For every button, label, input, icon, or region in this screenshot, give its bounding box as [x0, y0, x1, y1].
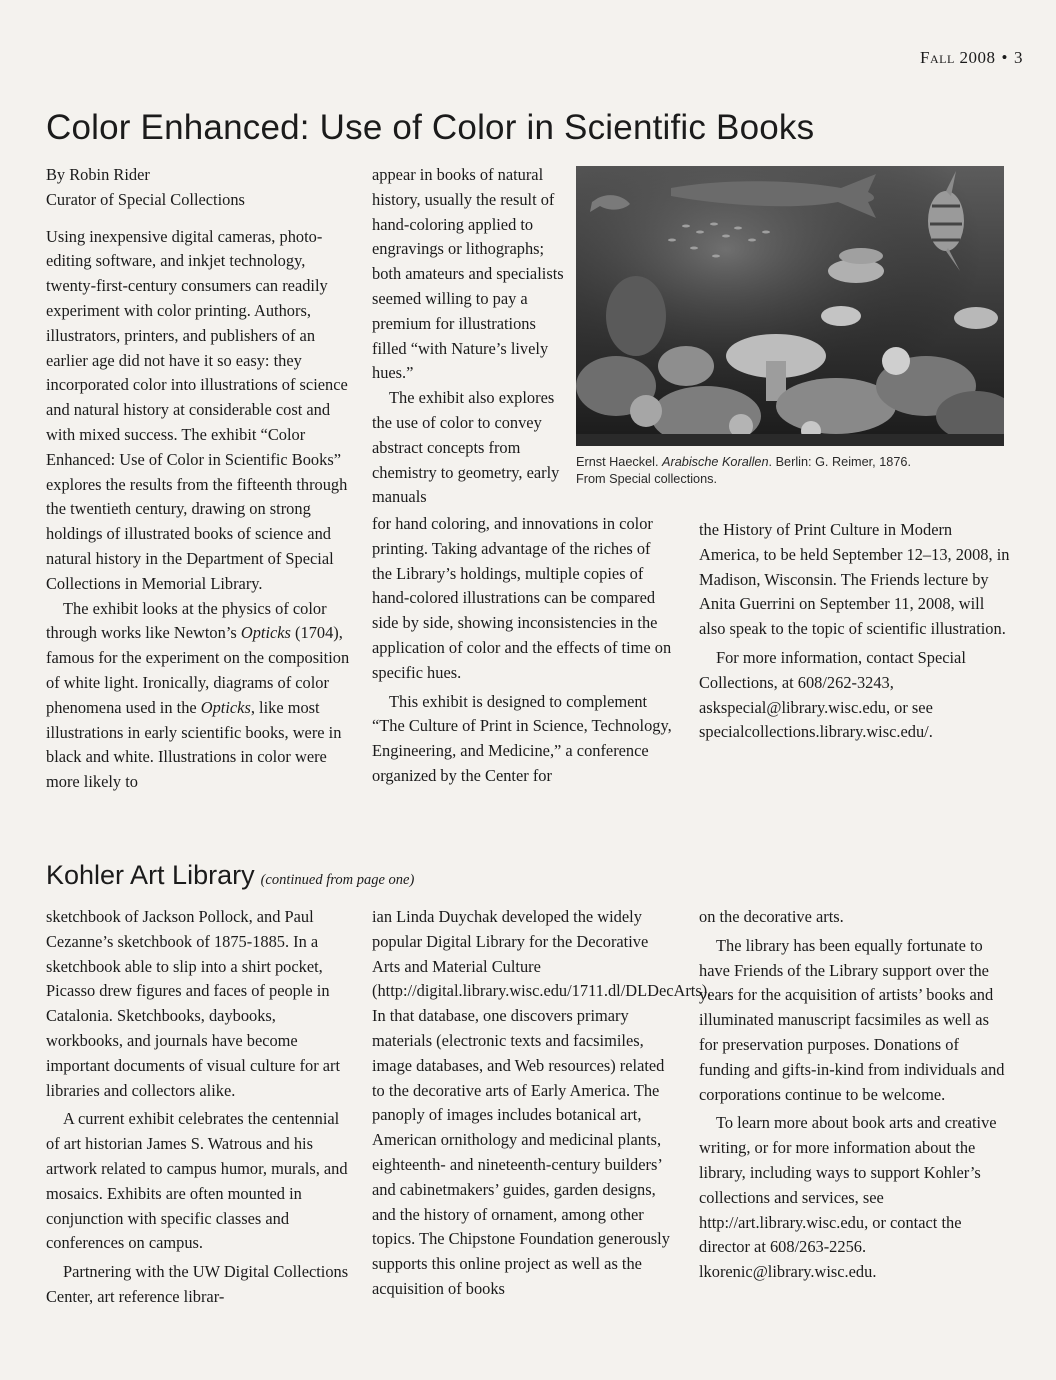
text-run: (1704), famous for the experiment on the composition of white light. Ironically, diagrams of color phenomena used in the	[46, 623, 350, 717]
paragraph: The exhibit also explores the use of color to convey abstract concepts from chemistry to geometry, early manuals	[372, 388, 560, 507]
caption-line-1	[576, 454, 1006, 471]
paragraph: To learn more about book arts and creative writing, or for more information about the library, including ways to support Kohler’s collections and services, see http://art.library.wisc.edu, or contact the director at 608/263-2256. lkorenic@library.wisc.edu.	[699, 1113, 997, 1282]
article-column-2	[372, 163, 572, 510]
caption-text: Ernst Haeckel.	[576, 455, 663, 469]
paragraph: The library has been equally fortunate to have Friends of the Library support over the years for the acquisition of artists’ books and illuminated manuscript facsimiles as well as for preservation purposes. Donations of funding and gifts-in-kind from individuals and corporations continue to be welcome.	[699, 935, 1005, 1104]
caption-title-italic: Arabische Korallen	[662, 455, 769, 469]
text-run: The exhibit looks at the physics of color through works like Newton’s	[46, 598, 327, 643]
angelfish-shape	[928, 191, 964, 251]
text-run: , like most illustrations in early scientific books, were in black and white. Illustrations in color were more likely to	[46, 697, 342, 792]
article-column-3	[699, 518, 1014, 745]
running-header	[920, 48, 1023, 68]
article-title: Color Enhanced: Use of Color in Scientific Books	[46, 108, 815, 147]
paragraph: the History of Print Culture in Modern America, to be held September 12–13, 2008, in Madison, Wisconsin. The Friends lecture by Anita Guerrini on September 11, 2008, will also speak to the topic of scientific illustration.	[699, 520, 1010, 639]
author-role: Curator of Special Collections	[46, 189, 245, 209]
article-column-2-continued	[372, 512, 672, 789]
byline: By Robin Rider	[46, 165, 150, 184]
paragraph: Partnering with the UW Digital Collections Center, art reference librar-	[46, 1262, 349, 1306]
paragraph: sketchbook of Jackson Pollock, and Paul Cezanne’s sketchbook of 1875-1885. In a sketchbook able to slip into a shirt pocket, Picasso drew figures and faces of people in Catalonia. Sketchbooks, daybooks, workbooks, and journals have become important documents of visual culture for art libraries and collectors alike.	[46, 907, 341, 1100]
paragraph: For more information, contact Special Collections, at 608/262-3243, askspecial@library.wisc.edu, or see specialcollections.library.wisc.edu/.	[699, 647, 966, 742]
figure-caption	[576, 454, 1006, 487]
header-separator: •	[1001, 48, 1008, 67]
paragraph: for hand coloring, and innovations in color printing. Taking advantage of the riches of the Library’s holdings, multiple copies of hand-colored illustrations can be compared side by side, showing inconsistencies in the application of color and the effects of time on specific hues.	[372, 514, 672, 682]
kohler-column-2	[372, 905, 712, 1302]
paragraph: This exhibit is designed to complement “The Culture of Print in Science, Technology, Engineering, and Medicine,” a conference organized by the Center for	[372, 691, 672, 785]
paragraph: appear in books of natural history, usually the result of hand-coloring applied to engravings or lithographs; both amateurs and specialists seemed willing to pay a premium for illustrations filled “with Nature’s lively hues.”	[372, 165, 564, 383]
paragraph: ian Linda Duychak developed the widely popular Digital Library for the Decorative Arts and Material Culture (http://digital.library.wisc.edu/1711.dl/DLDecArts). In that database, one discovers primary materials (electronic texts and facsimiles, image databases, and Web resources) related to the decorative arts of Early America. The panoply of images includes botanical art, American ornithology and medicinal plants, eighteenth- and nineteenth-century builders’ and cabinetmakers’ guides, garden designs, and the history of ornament, among other topics. The Chipstone Foundation generously supports this online project as well as the acquisition of books	[372, 907, 712, 1298]
paragraph: on the decorative arts.	[699, 907, 844, 926]
continued-note: (continued from page one)	[260, 872, 415, 888]
page-number: 3	[1014, 48, 1023, 67]
haeckel-coral-engraving	[576, 166, 1004, 446]
issue-label: Fall 2008	[920, 48, 996, 67]
book-title-italic: Opticks	[240, 623, 291, 643]
article-column-1	[46, 163, 350, 795]
kohler-column-1	[46, 905, 352, 1310]
paragraph: Using inexpensive digital cameras, photo-editing software, and inkjet technology, twenty-first-century consumers can readily experiment with color printing. Authors, illustrators, printers, and publishers of an earlier age did not have it so easy: they incorporated color into illustrations of science and natural history at considerable cost and with mixed success. The exhibit “Color Enhanced: Use of Color in Scientific Books” explores the results from the fifteenth through the twentieth century, drawing on strong holdings of illustrated books of science and natural history in the Department of Special Collections in Memorial Library.	[46, 226, 348, 593]
caption-text: . Berlin: G. Reimer, 1876.	[768, 455, 911, 469]
section-title-text: Kohler Art Library	[46, 860, 255, 890]
engraving-illustration	[576, 166, 1004, 446]
caption-line-2: From Special collections.	[576, 471, 718, 486]
paragraph	[46, 597, 350, 795]
paragraph: A current exhibit celebrates the centennial of art historian James S. Watrous and his artwork related to campus humor, murals, and mosaics. Exhibits are often mounted in conjunction with specific classes and conferences on campus.	[46, 1109, 348, 1253]
kohler-column-3	[699, 905, 1009, 1285]
book-title-italic: Opticks	[200, 697, 251, 717]
section-title	[46, 860, 414, 891]
